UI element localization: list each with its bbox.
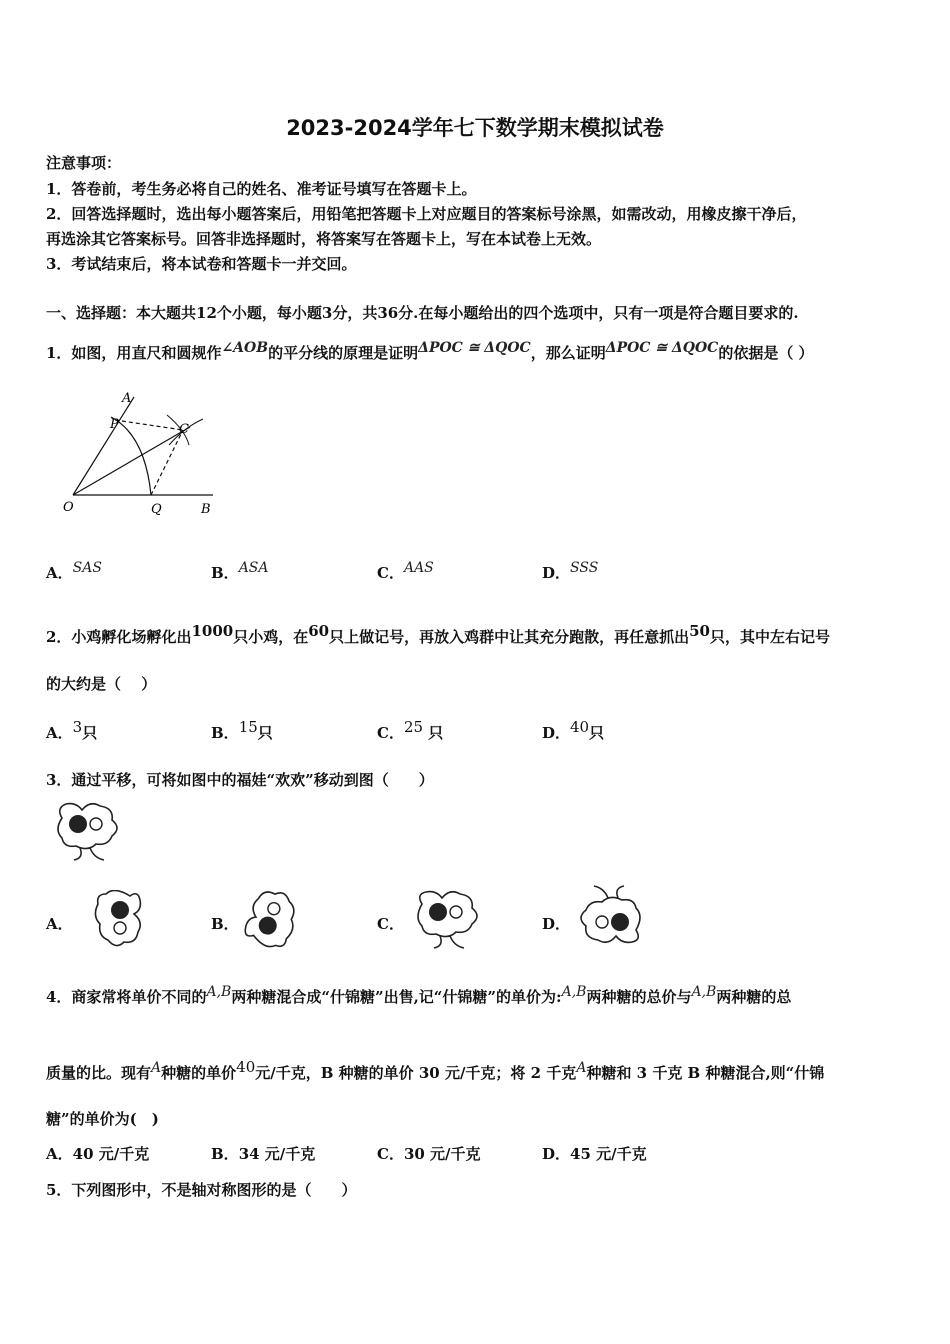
q3-option-a-label[interactable]: A． <box>46 915 73 933</box>
q3-option-c-image[interactable] <box>410 888 486 950</box>
label-C: C <box>179 422 189 437</box>
question-2: 2．小鸡孵化场孵化出1000只小鸡，在60只上做记号，再放入鸡群中让其充分跑散，再任意抓出50只，其中左右记号 <box>46 622 830 646</box>
q2-number: 50 <box>689 622 710 640</box>
q3-option-b-label[interactable]: B． <box>211 915 239 933</box>
q1-option-d[interactable]: D．SSS <box>542 560 599 582</box>
q2-number: 60 <box>308 622 330 640</box>
question-5: 5．下列图形中，不是轴对称图形的是（ ） <box>46 1181 357 1199</box>
q1-option-a[interactable]: A．SAS <box>46 560 102 582</box>
q2-option-b[interactable]: B．15只 <box>211 718 273 742</box>
q3-option-c-label[interactable]: C． <box>377 915 404 933</box>
q1-option-b[interactable]: B．ASA <box>211 560 269 582</box>
angle-bisector-figure <box>55 385 225 525</box>
label-A: A <box>122 391 132 406</box>
q3-option-a-image[interactable] <box>74 890 150 950</box>
notice-item: 再选涂其它答案标号。回答非选择题时，将答案写在答题卡上，写在本试卷上无效。 <box>46 230 602 248</box>
question-3: 3．通过平移，可将如图中的福娃“欢欢”移动到图（ ） <box>46 771 434 789</box>
label-Q: Q <box>151 502 162 517</box>
label-P: P <box>110 417 119 432</box>
notice-item: 1．答卷前，考生务必将自己的姓名、准考证号填写在答题卡上。 <box>46 180 477 198</box>
q1-option-c[interactable]: C．AAS <box>377 560 434 582</box>
q4-line3: 糖”的单价为( ) <box>46 1110 159 1128</box>
q1-text: ，那么证明 <box>530 344 606 362</box>
label-O: O <box>63 500 74 515</box>
q4-option-a[interactable]: A．40 元/千克 <box>46 1145 150 1163</box>
q3-option-b-image[interactable] <box>240 888 318 948</box>
q1-angle: ∠AOB <box>221 340 269 356</box>
mascot-figure <box>52 800 124 864</box>
label-B: B <box>201 502 211 517</box>
notice-item: 3．考试结束后，将本试卷和答题卡一并交回。 <box>46 255 357 273</box>
q4-option-b[interactable]: B．34 元/千克 <box>211 1145 316 1163</box>
q3-option-d-label[interactable]: D． <box>542 915 571 933</box>
question-1 <box>46 340 814 363</box>
notice-heading: 注意事项： <box>46 154 122 172</box>
q1-text: 的依据是（ ） <box>718 344 814 362</box>
q1-congruence: ΔPOC ≅ ΔQOC <box>605 340 719 356</box>
q1-text: 1．如图，用直尺和圆规作 <box>46 344 222 362</box>
q4-option-d[interactable]: D．45 元/千克 <box>542 1145 647 1163</box>
q1-text: 的平分线的原理是证明 <box>268 344 419 362</box>
q4-line2: 质量的比。现有A种糖的单价40元/千克，B 种糖的单价 30 元/千克；将 2 千克A种糖和 3 千克 B 种糖混合,则“什锦 <box>46 1058 825 1082</box>
page-title: 2023-2024学年七下数学期末模拟试卷 <box>286 116 664 140</box>
q2-option-c[interactable]: C．25 只 <box>377 718 444 742</box>
q3-option-d-image[interactable] <box>572 884 648 946</box>
q2-option-a[interactable]: A．3只 <box>46 718 98 742</box>
notice-item: 2．回答选择题时，选出每小题答案后，用铅笔把答题卡上对应题目的答案标号涂黑，如需改动，用橡皮擦干净后， <box>46 205 807 223</box>
section-heading: 一、选择题：本大题共12个小题，每小题3分，共36分.在每小题给出的四个选项中，只有一项是符合题目要求的. <box>46 304 799 322</box>
q4-option-c[interactable]: C．30 元/千克 <box>377 1145 481 1163</box>
q2-number: 1000 <box>191 622 234 640</box>
q2-line2: 的大约是（ ） <box>46 675 157 693</box>
q1-congruence: ΔPOC ≅ ΔQOC <box>418 340 531 356</box>
question-4: 4．商家常将单价不同的A,B两种糖混合成“什锦糖”出售,记“什锦糖”的单价为:A,B两种糖的总价与A,B两种糖的总 <box>46 984 792 1006</box>
q2-option-d[interactable]: D．40只 <box>542 718 605 742</box>
